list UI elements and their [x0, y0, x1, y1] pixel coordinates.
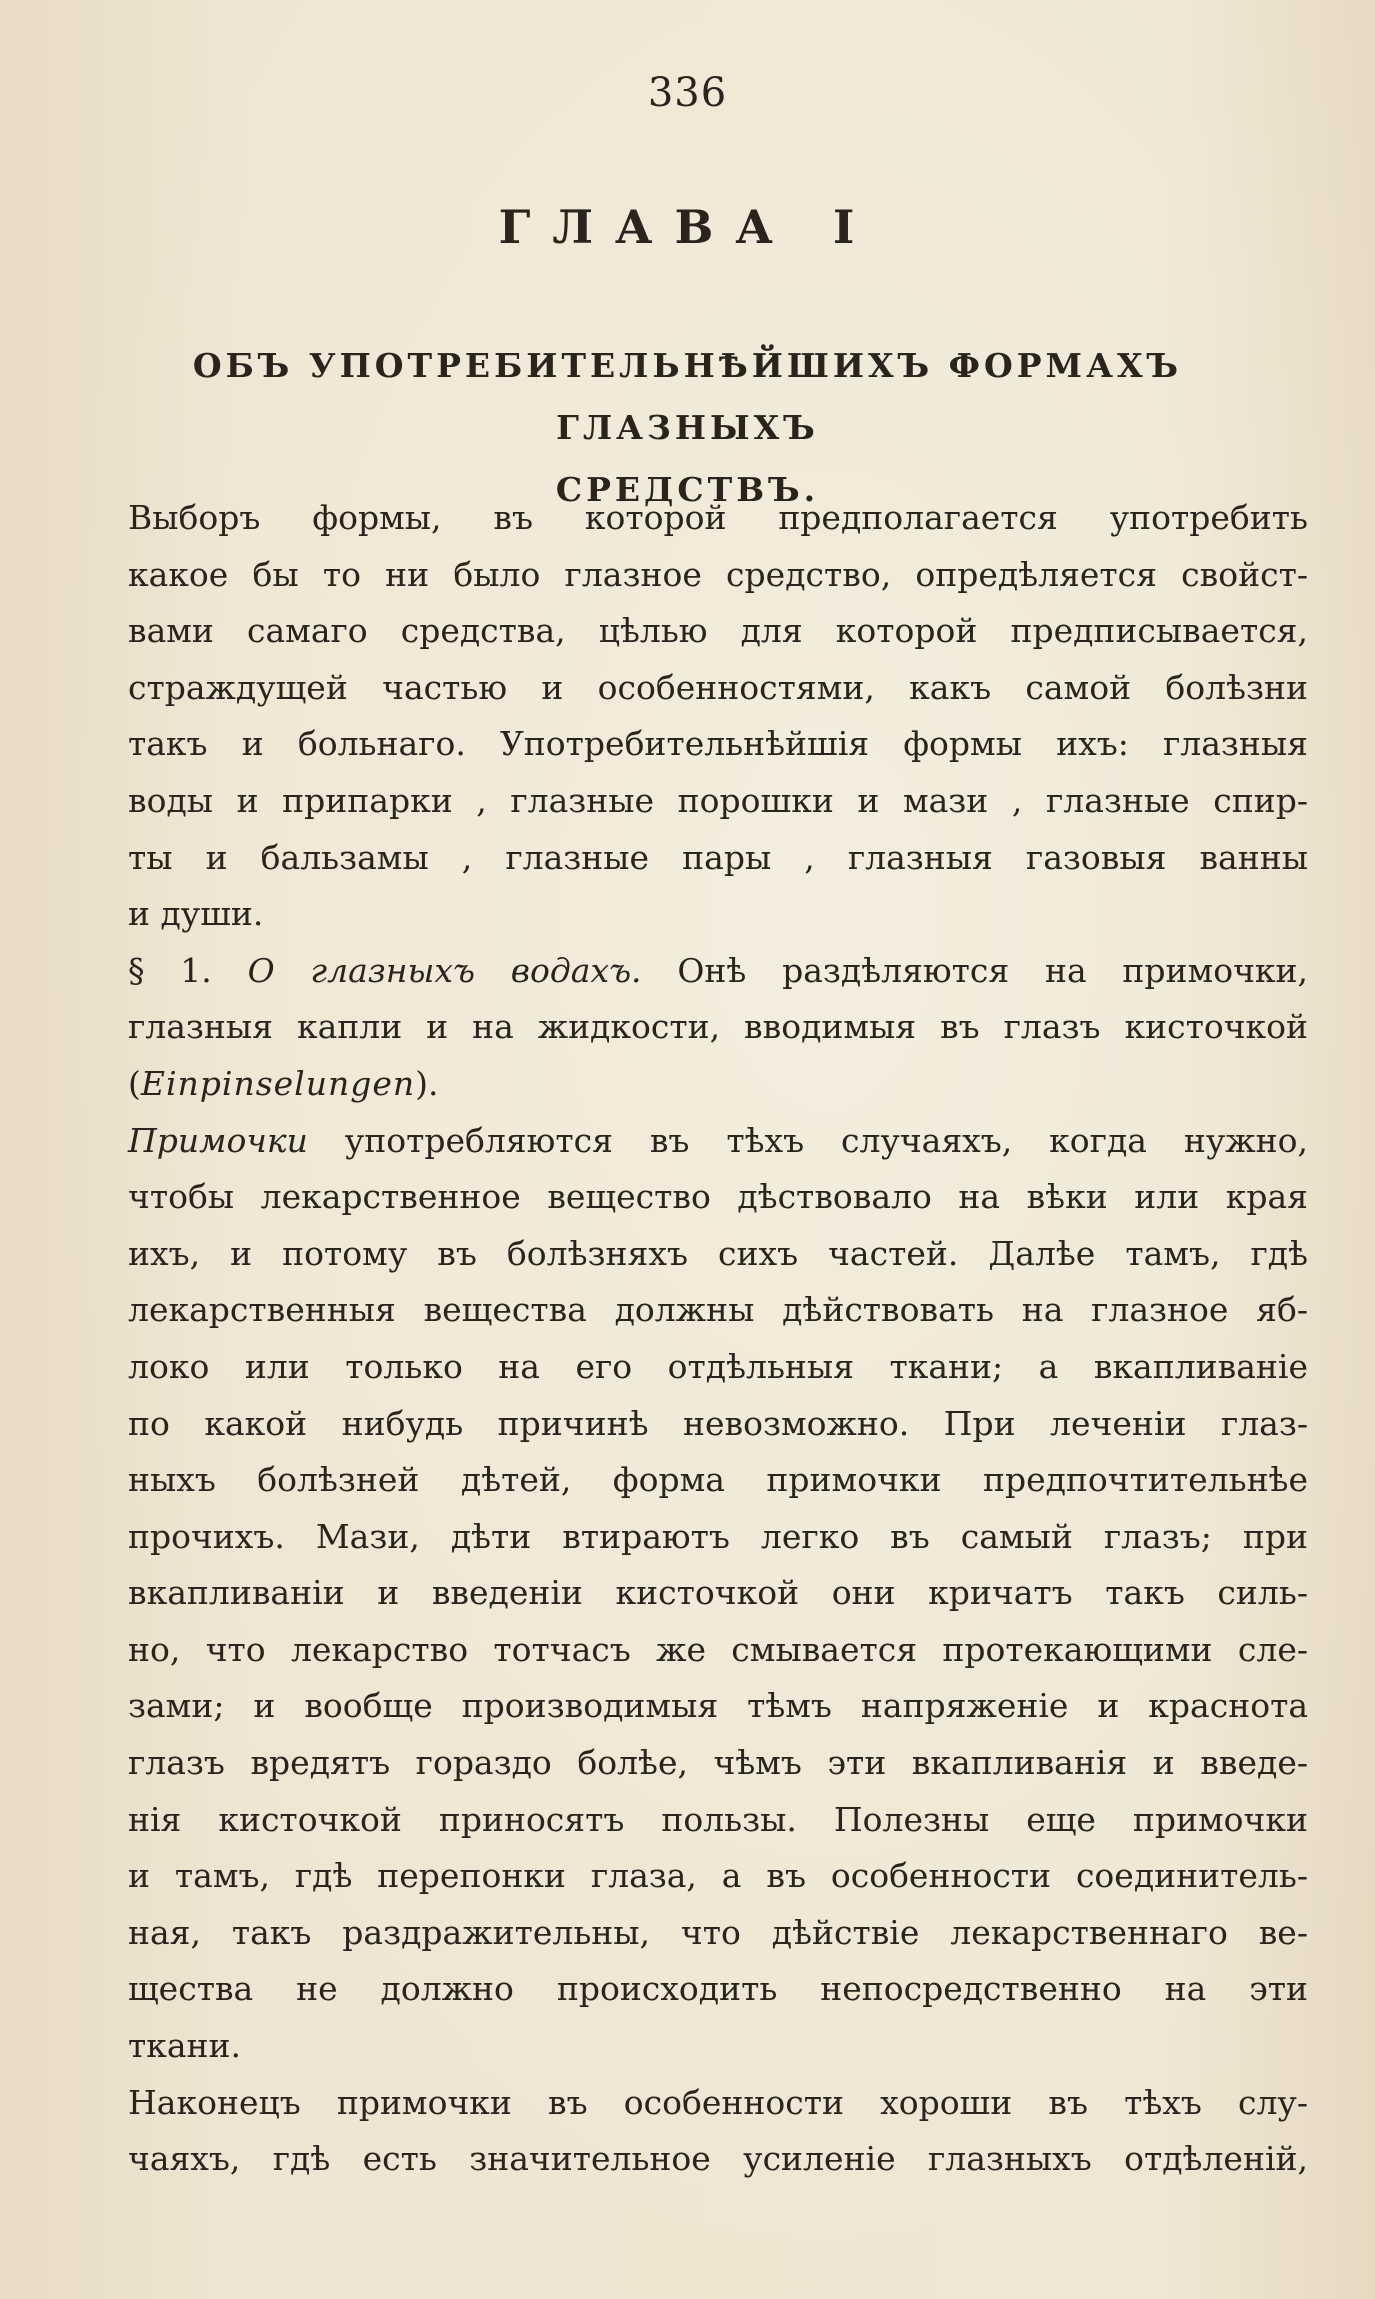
text-line: ихъ, и потому въ болѣзняхъ сихъ частей. Далѣе тамъ, гдѣ	[128, 1233, 1308, 1273]
text-line: глазъ вредятъ гораздо болѣе, чѣмъ эти вкапливанія и введе-	[128, 1743, 1308, 1783]
text-line	[128, 943, 1308, 1000]
chapter-title: ГЛАВА I	[498, 200, 877, 254]
text-line: чтобы лекарственное вещество дѣствовало на вѣки или края	[128, 1177, 1308, 1217]
text-line: ткани.	[128, 2026, 242, 2066]
text-line: ныхъ болѣзней дѣтей, форма примочки предпочтительнѣе	[128, 1460, 1308, 1500]
text-line: воды и припарки , глазные порошки и мази , глазные спир-	[128, 780, 1308, 820]
section-heading: О глазныхъ водахъ.	[247, 950, 642, 990]
text-line: по какой нибудь причинѣ невозможно. При леченіи глаз-	[128, 1403, 1308, 1443]
term-primochki: Примочки	[128, 1120, 308, 1160]
text-line: прочихъ. Мази, дѣти втираютъ легко въ самый глазъ; при	[128, 1516, 1308, 1556]
text-line	[128, 1113, 1308, 1170]
section-mark: § 1.	[128, 950, 212, 990]
paragraph-1	[128, 490, 1308, 943]
text-line: Наконецъ примочки въ особенности хороши въ тѣхъ слу-	[128, 2082, 1308, 2122]
text-line: зами; и вообще производимыя тѣмъ напряженіе и краснота	[128, 1686, 1308, 1726]
body-text	[128, 490, 1308, 2188]
text-line: такъ и больнаго. Употребительнѣйшія формы ихъ: глазныя	[128, 724, 1308, 764]
text-line: локо или только на его отдѣльныя ткани; а вкапливаніе	[128, 1346, 1308, 1386]
text-line: но, что лекарство тотчасъ же смывается протекающими сле-	[128, 1629, 1308, 1669]
text-line: нія кисточкой приносятъ пользы. Полезны еще примочки	[128, 1799, 1308, 1839]
page-number: 336	[647, 70, 728, 116]
text-line: глазныя капли и на жидкости, вводимыя въ глазъ кисточкой	[128, 1007, 1308, 1047]
text-segment: употребляются въ тѣхъ случаяхъ, когда нужно,	[307, 1120, 1308, 1160]
open-paren: (	[128, 1063, 141, 1103]
text-line: ты и бальзамы , глазные пары , глазныя газовыя ванны	[128, 837, 1308, 877]
text-line: и тамъ, гдѣ перепонки глаза, а въ особенности соединитель-	[128, 1856, 1308, 1896]
text-line: страждущей частью и особенностями, какъ самой болѣзни	[128, 667, 1308, 707]
paragraph-2	[128, 943, 1308, 1113]
text-line: Выборъ формы, въ которой предполагается употребить	[128, 498, 1308, 537]
text-line: вами самаго средства, цѣлью для которой предписывается,	[128, 611, 1308, 651]
text-line	[128, 1056, 1308, 1113]
section-text: Онѣ раздѣляются на примочки,	[641, 950, 1308, 990]
text-line: лекарственныя вещества должны дѣйствовать на глазное яб-	[128, 1290, 1308, 1330]
text-line: вкапливаніи и введеніи кисточкой они кричатъ такъ силь-	[128, 1573, 1308, 1613]
close-paren: ).	[415, 1063, 439, 1103]
german-term: Einpinselungen	[140, 1063, 416, 1103]
paragraph-3	[128, 1113, 1308, 2075]
text-line: ная, такъ раздражительны, что дѣйствіе лекарственнаго ве-	[128, 1912, 1308, 1952]
paragraph-4	[128, 2075, 1308, 2188]
text-line: какое бы то ни было глазное средство, опредѣляется свойст-	[128, 554, 1308, 594]
subtitle-line-1: ОБЪ УПОТРЕБИТЕЛЬНѢЙШИХЪ ФОРМАХЪ ГЛАЗНЫХЪ	[192, 346, 1183, 447]
text-line: и души.	[128, 894, 264, 934]
text-line: чаяхъ, гдѣ есть значительное усиленіе глазныхъ отдѣленій,	[128, 2139, 1308, 2179]
subtitle-line-2: СРЕДСТВЪ.	[555, 470, 820, 509]
text-line: щества не должно происходить непосредственно на эти	[128, 1969, 1308, 2009]
